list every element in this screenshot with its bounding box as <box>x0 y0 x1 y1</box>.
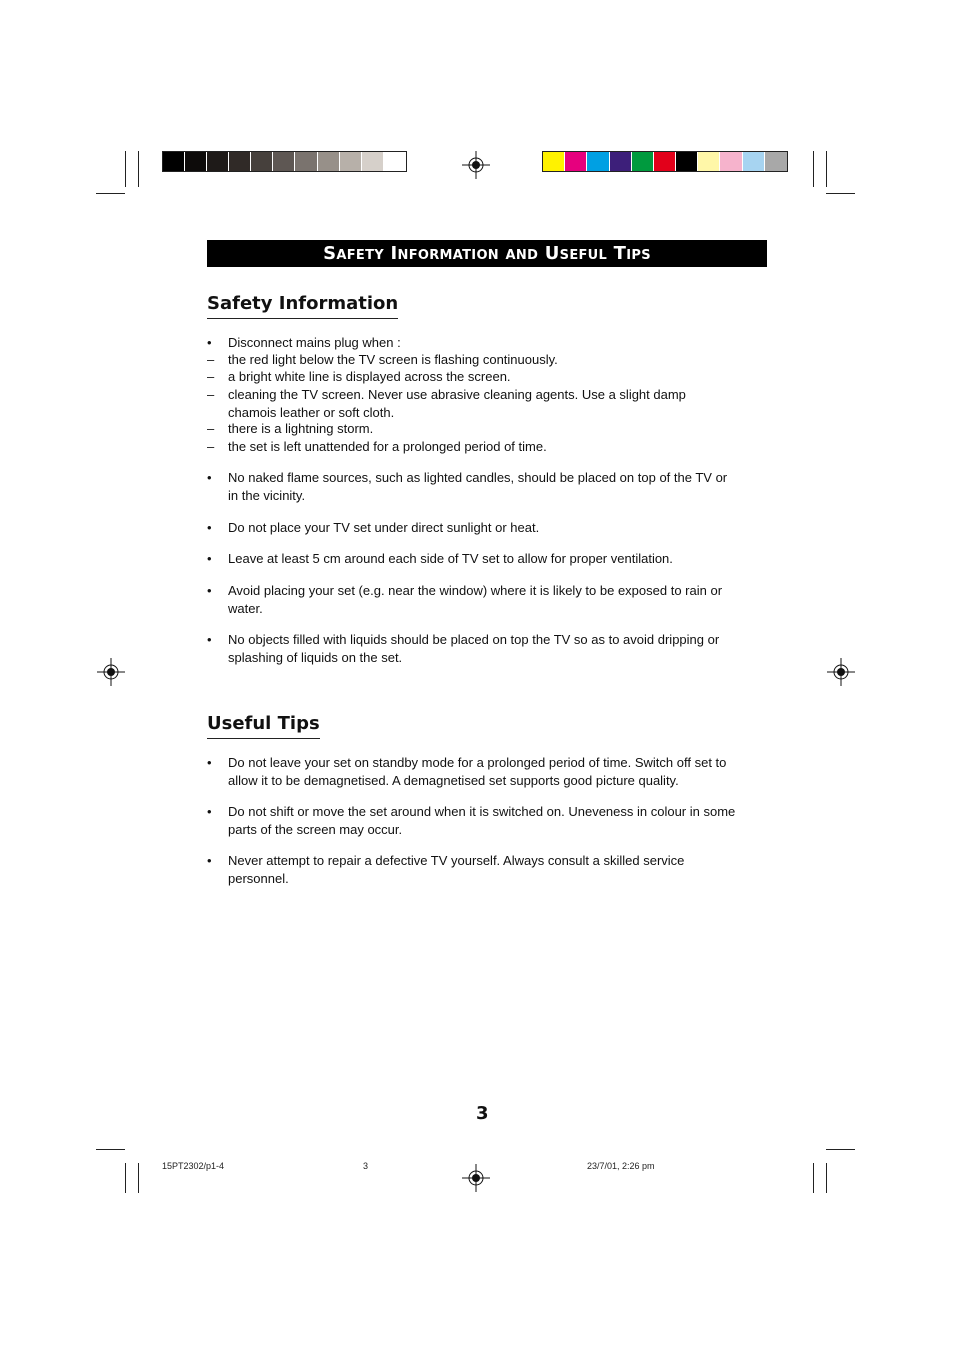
bullet-marker: • <box>207 632 212 647</box>
list-item <box>207 420 737 438</box>
crop-mark <box>826 151 827 187</box>
color-swatch <box>207 152 229 171</box>
list-item <box>207 334 737 352</box>
list-item-text: Never attempt to repair a defective TV yourself. Always consult a skilled service personnel. <box>228 853 685 886</box>
color-swatch <box>610 152 632 171</box>
color-swatch <box>185 152 207 171</box>
color-swatch <box>698 152 720 171</box>
page-number: 3 <box>476 1103 489 1124</box>
color-swatch <box>229 152 251 171</box>
bullet-marker: • <box>207 551 212 566</box>
list-item-text: Do not place your TV set under direct sunlight or heat. <box>228 520 540 535</box>
list-item <box>207 803 737 838</box>
color-swatch <box>163 152 185 171</box>
list-item-text: there is a lightning storm. <box>228 421 374 436</box>
crop-mark <box>96 193 125 194</box>
dash-marker: – <box>207 387 215 402</box>
list-item <box>207 582 737 617</box>
crop-mark <box>813 151 814 187</box>
list-item-text: Do not shift or move the set around when it is switched on. Uneveness in colour in some parts of the screen may occur. <box>228 804 736 837</box>
color-swatch <box>543 152 565 171</box>
crop-mark <box>138 1163 139 1193</box>
list-item <box>207 631 737 666</box>
dash-marker: – <box>207 352 215 367</box>
registration-mark-icon <box>827 658 855 686</box>
color-swatch <box>720 152 742 171</box>
safety-heading: Safety Information <box>207 293 398 319</box>
bullet-marker: • <box>207 755 212 770</box>
registration-mark-icon <box>97 658 125 686</box>
list-item <box>207 852 737 887</box>
color-swatch <box>676 152 698 171</box>
crop-mark <box>826 1149 855 1150</box>
color-swatch <box>340 152 362 171</box>
registration-mark-icon <box>462 151 490 179</box>
footer-page: 3 <box>363 1161 369 1171</box>
dash-marker: – <box>207 439 215 454</box>
crop-mark <box>813 1163 814 1193</box>
dash-marker: – <box>207 369 215 384</box>
list-item-text: Avoid placing your set (e.g. near the window) where it is likely to be exposed to rain or water. <box>228 583 723 616</box>
color-swatch <box>251 152 273 171</box>
color-swatch <box>384 152 406 171</box>
list-item-text: No objects filled with liquids should be placed on top the TV so as to avoid dripping or splashing of liquids on the set. <box>228 632 720 665</box>
section-title: Safety Information and Useful Tips <box>323 243 651 264</box>
bullet-marker: • <box>207 583 212 598</box>
list-item-text: No naked flame sources, such as lighted candles, should be placed on top of the TV or in the vicinity. <box>228 470 728 503</box>
list-item-text: the set is left unattended for a prolonged period of time. <box>228 439 547 454</box>
list-item-text: Do not leave your set on standby mode for a prolonged period of time. Switch off set to allow it to be demagnetised. A demagnetised set supports good picture quality. <box>228 755 727 788</box>
color-swatch <box>654 152 676 171</box>
bullet-marker: • <box>207 520 212 535</box>
color-swatch <box>743 152 765 171</box>
bullet-marker: • <box>207 470 212 485</box>
list-item <box>207 351 737 369</box>
color-swatch <box>295 152 317 171</box>
list-item <box>207 438 737 456</box>
tips-heading: Useful Tips <box>207 713 320 739</box>
list-item <box>207 550 737 568</box>
color-swatch <box>632 152 654 171</box>
crop-mark <box>125 151 126 187</box>
list-item-text: a bright white line is displayed across the screen. <box>228 369 511 384</box>
bullet-marker: • <box>207 804 212 819</box>
crop-mark <box>826 1163 827 1193</box>
color-bar <box>542 151 788 172</box>
list-item <box>207 368 737 386</box>
color-swatch <box>273 152 295 171</box>
list-item <box>207 519 737 537</box>
color-swatch <box>362 152 384 171</box>
footer-date: 23/7/01, 2:26 pm <box>587 1161 655 1171</box>
list-item-text: Disconnect mains plug when : <box>228 335 401 350</box>
list-item-text: cleaning the TV screen. Never use abrasive cleaning agents. Use a slight damp chamois leather or soft cloth. <box>228 387 686 420</box>
crop-mark <box>826 193 855 194</box>
footer-file: 15PT2302/p1-4 <box>162 1161 225 1171</box>
list-item-text: the red light below the TV screen is flashing continuously. <box>228 352 558 367</box>
color-swatch <box>565 152 587 171</box>
bullet-marker: • <box>207 853 212 868</box>
registration-mark-icon <box>462 1164 490 1192</box>
list-item <box>207 469 737 504</box>
color-swatch <box>765 152 787 171</box>
list-item <box>207 754 737 789</box>
crop-mark <box>96 1149 125 1150</box>
color-swatch <box>587 152 609 171</box>
crop-mark <box>138 151 139 187</box>
list-item-text: Leave at least 5 cm around each side of TV set to allow for proper ventilation. <box>228 551 673 566</box>
dash-marker: – <box>207 421 215 436</box>
crop-mark <box>125 1163 126 1193</box>
grayscale-bar <box>162 151 407 172</box>
color-swatch <box>318 152 340 171</box>
list-item <box>207 386 737 421</box>
bullet-marker: • <box>207 335 212 350</box>
section-header <box>207 240 767 267</box>
